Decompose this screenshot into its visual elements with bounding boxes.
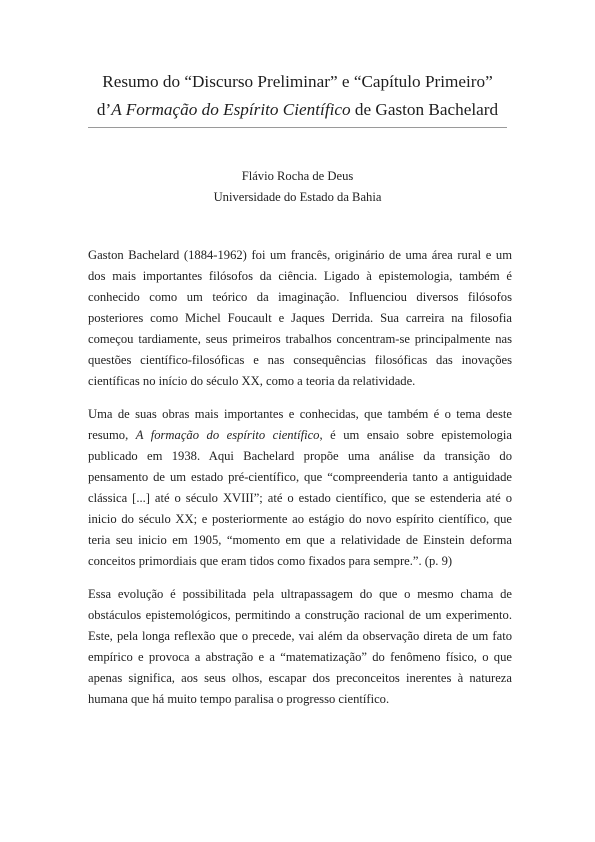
page-title [60, 68, 535, 124]
title-prefix: d’ [96, 100, 112, 119]
author-block [60, 166, 535, 208]
paragraph-2-part-b: , é um ensaio sobre epistemologia publicado em 1938. Aqui Bachelard propõe uma análise da transição do pensamento de um estado pré-científico, que “compreenderia tanto a antiguidade clássica [...] até o século XVIII”; até o estado científico, que se estenderia até o inicio do século XX; e posteriormente ao estágio do novo espírito científico, que teria seu inicio em 1905, “momento em que a relatividade de Einstein deforma conceitos primordiais que eram tidos como fixados para sempre.”. (p. 9) [88, 428, 512, 568]
body-text [88, 245, 512, 722]
paragraph-2-book-title: A formação do espírito científico [135, 428, 320, 442]
title-book-name: A Formação do Espírito Científico [111, 100, 351, 119]
title-divider [88, 127, 507, 128]
paragraph-3: Essa evolução é possibilitada pela ultrapassagem do que o mesmo chama de obstáculos epistemológicos, permitindo a construção racional de um experimento. Este, pela longa reflexão que o precede, vai além da observação direta de um fato empírico e provoca a abstração e a “matematização” do fenômeno físico, o que apenas significa, aos seus olhos, escapar dos preconceitos inerentes à natureza humana que há muito tempo paralisa o progresso científico. [88, 587, 512, 706]
title-line-2 [60, 96, 535, 124]
paragraph-2-part-a: Uma de suas obras mais importantes e conhecidas, que também é o tema deste resumo, [88, 407, 512, 442]
author-name: Flávio Rocha de Deus [241, 169, 354, 183]
title-line-1: Resumo do “Discurso Preliminar” e “Capítulo Primeiro” [102, 72, 493, 91]
author-affiliation: Universidade do Estado da Bahia [213, 190, 382, 204]
title-suffix: de Gaston Bachelard [350, 100, 499, 119]
paragraph-1: Gaston Bachelard (1884-1962) foi um francês, originário de uma área rural e um dos mais importantes filósofos da ciência. Ligado à epistemologia, também é conhecido como um teórico da imaginação. Influenciou diversos filósofos posteriores como Michel Foucault e Jaques Derrida. Sua carreira na filosofia começou tardiamente, seus primeiros trabalhos concentram-se principalmente nas questões científico-filosóficas e nas consequências filosóficas das inovações científicas no início do século XX, como a teoria da relatividade. [88, 248, 512, 388]
paragraph-2 [88, 404, 512, 572]
